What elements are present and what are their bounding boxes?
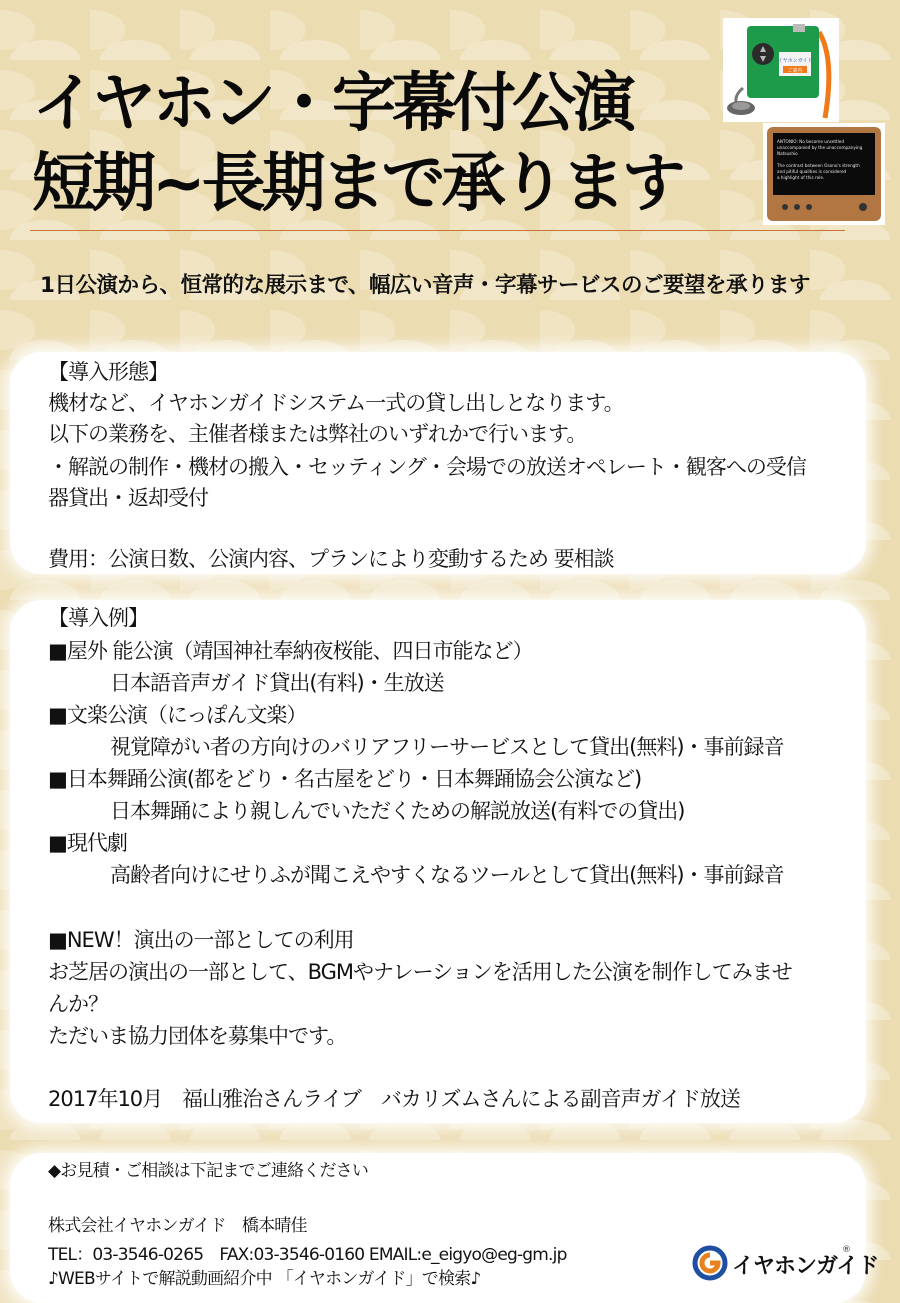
example-detail: 視覚障がい者の方向けのバリアフリーサービスとして貸出(無料)・事前録音 — [110, 735, 784, 759]
subtitle-screen-line6: a highlight of this role. — [777, 175, 825, 180]
new-line-1: お芝居の演出の一部として、BGMやナレーションを活用した公演を制作してみませ — [48, 960, 792, 984]
page-title-line1: イヤホン・字幕付公演 — [32, 67, 632, 141]
logo-text: イヤホンガイド — [732, 1254, 879, 1279]
contact-heading: ◆お見積・ご相談は下記までご連絡ください — [48, 1161, 369, 1181]
new-line-2: んか？ — [48, 992, 108, 1016]
company-logo — [692, 1245, 879, 1285]
example-title: ■日本舞踊公演(都をどり・名古屋をどり・日本舞踊協会公演など) — [48, 767, 642, 791]
example-title: ■屋外 能公演（靖国神社奉納夜桜能、四日市能など） — [48, 639, 533, 663]
receiver-screen-label: イヤホンガイド — [777, 58, 813, 64]
subtitle-screen-line1: ANTONIO: No become unsettled — [777, 139, 845, 144]
page-title-line2: 短期~長期まで承ります — [32, 147, 682, 221]
new-line-3: ただいま協力団体を募集中です。 — [48, 1024, 347, 1048]
contact-phone: TEL：03-3546-0265 FAX:03-3546-0160 EMAIL:e_eigyo@eg-gm.jp — [48, 1245, 567, 1265]
subtitle-device-image — [763, 123, 885, 225]
receiver-badge: ご案内 — [787, 68, 803, 74]
intro-line-3: ・解説の制作・機材の搬入・セッティング・会場での放送オペレート・観客への受信 — [48, 455, 806, 479]
subtitle-screen-line3: Natsushio — [777, 151, 798, 156]
logo-registered-mark: ® — [842, 1245, 851, 1255]
subtitle-screen-line4: The contrast between Osono's strength — [777, 163, 860, 168]
event-line: 2017年10月 福山雅治さんライブ バカリズムさんによる副音声ガイド放送 — [48, 1087, 740, 1111]
intro-line-2: 以下の業務を、主催者様または弊社のいずれかで行います。 — [48, 422, 587, 446]
contact-company: 株式会社イヤホンガイド 橋本晴佳 — [48, 1216, 307, 1236]
intro-heading: 【導入形態】 — [48, 360, 168, 384]
examples-panel — [10, 600, 866, 1123]
logo-mark-icon — [692, 1245, 728, 1281]
new-heading: ■NEW！演出の一部としての利用 — [48, 928, 354, 952]
example-detail: 日本語音声ガイド貸出(有料)・生放送 — [110, 671, 444, 695]
title-divider — [30, 230, 845, 231]
example-title: ■文楽公演（にっぽん文楽） — [48, 703, 307, 727]
intro-cost: 費用：公演日数、公演内容、プランにより変動するため 要相談 — [48, 547, 614, 571]
example-title: ■現代劇 — [48, 831, 127, 855]
audio-receiver-image — [723, 18, 839, 122]
intro-line-1: 機材など、イヤホンガイドシステム一式の貸し出しとなります。 — [48, 391, 624, 415]
examples-heading: 【導入例】 — [48, 606, 148, 630]
subtitle-screen-line5: and pitiful qualities is considered — [777, 169, 847, 174]
intro-panel — [10, 352, 866, 574]
intro-line-4: 器貸出・返却受付 — [48, 486, 208, 510]
example-detail: 高齢者向けにせりふが聞こえやすくなるツールとして貸出(無料)・事前録音 — [110, 863, 784, 887]
lead-text: 1日公演から、恒常的な展示まで、幅広い音声・字幕サービスのご要望を承ります — [40, 273, 811, 298]
subtitle-screen-line2: unaccompanied by the unaccompanying — [777, 145, 863, 150]
contact-web: ♪WEBサイトで解説動画紹介中 「イヤホンガイド」で検索♪ — [48, 1269, 481, 1289]
example-detail: 日本舞踊により親しんでいただくための解説放送(有料での貸出) — [110, 799, 685, 823]
